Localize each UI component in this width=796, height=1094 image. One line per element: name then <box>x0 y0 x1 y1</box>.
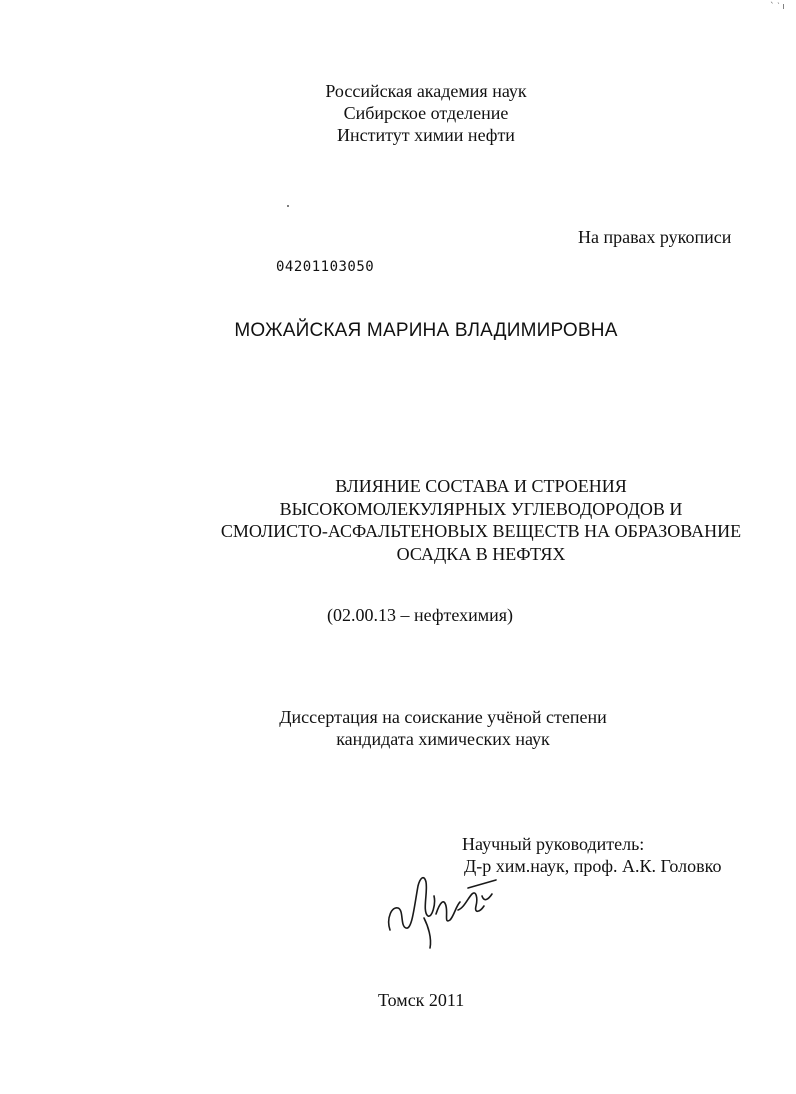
scan-corner-marks: ` ‵ ı <box>770 2 785 12</box>
institution-line: Институт химии нефти <box>337 125 515 145</box>
handwritten-signature-icon <box>384 868 504 950</box>
author-name: МОЖАЙСКАЯ МАРИНА ВЛАДИМИРОВНА <box>234 320 618 341</box>
dissertation-title <box>0 475 796 565</box>
title-line: ВЛИЯНИЕ СОСТАВА И СТРОЕНИЯ <box>335 476 627 496</box>
city-year: Томск 2011 <box>378 990 465 1010</box>
degree-line: Диссертация на соискание учёной степени <box>279 707 607 727</box>
institution-line: Сибирское отделение <box>343 103 509 123</box>
supervisor-label: Научный руководитель: <box>462 834 645 854</box>
scan-dot <box>287 205 289 207</box>
title-line: СМОЛИСТО-АСФАЛЬТЕНОВЫХ ВЕЩЕСТВ НА ОБРАЗОВАНИЕ <box>220 521 742 541</box>
title-line: ВЫСОКОМОЛЕКУЛЯРНЫХ УГЛЕВОДОРОДОВ И <box>279 498 683 519</box>
title-line: ОСАДКА В НЕФТЯХ <box>396 543 566 564</box>
institution-header <box>0 80 796 146</box>
rights-note: На правах рукописи <box>578 227 732 247</box>
registration-number: 04201103050 <box>276 259 375 275</box>
specialty-code: (02.00.13 – нефтехимия) <box>327 605 514 625</box>
supervisor-name: Д-р хим.наук, проф. А.К. Головко <box>464 856 722 876</box>
degree-line: кандидата химических наук <box>336 729 550 749</box>
institution-line: Российская академия наук <box>325 81 527 101</box>
degree-statement <box>0 706 796 750</box>
